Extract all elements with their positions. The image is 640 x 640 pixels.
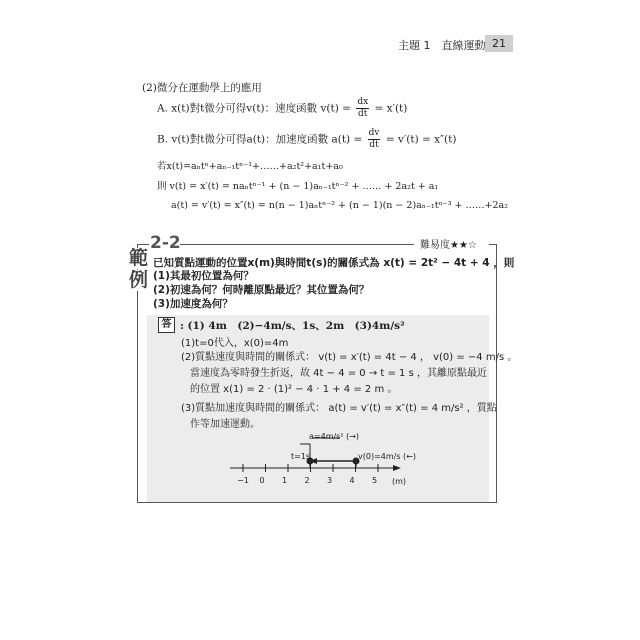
formula-velocity-text: A. x(t)對t微分可得v(t)：速度函數 v(t) = — [157, 102, 351, 115]
answer-badge: 答 — [158, 317, 175, 333]
tick-label: 3 — [327, 476, 333, 485]
page-number: 21 — [485, 35, 513, 52]
answer-summary: : (1) 4m (2)−4m/s、1s、2m (3)4m/s² — [180, 320, 405, 332]
axis-arrowhead — [393, 465, 401, 471]
polynomial-acceleration: a(t) = v′(t) = x″(t) = n(n − 1)aₙtⁿ⁻² + (n − 1)(n − 2)aₙ₋₁tⁿ⁻³ + ……+2a₂ — [171, 200, 508, 211]
box-top-rule — [489, 244, 496, 245]
time-label: t=1s — [291, 452, 311, 461]
axis-unit: (m) — [392, 477, 407, 486]
sub-question: (3)加速度為何？ — [153, 298, 233, 310]
answer-line: 作等加速運動。 — [190, 419, 260, 430]
difficulty-rating: 難易度★★☆ — [420, 240, 477, 251]
acceleration-label: a=4m/s² (→) — [309, 432, 360, 441]
box-top-rule — [137, 244, 149, 245]
fraction-denominator: dt — [369, 140, 379, 150]
example-number: 2-2 — [150, 233, 181, 253]
tick-label: 5 — [372, 476, 378, 485]
polynomial-velocity: 則 v(t) = x′(t) = naₙtⁿ⁻¹ + (n − 1)aₙ₋₁tⁿ⁻² + …… + 2a₂t + a₁ — [157, 181, 439, 192]
fraction-dx-dt — [356, 97, 369, 120]
tick-label: −1 — [237, 476, 249, 485]
answer-line: (2)質點速度與時間的關係式： v(t) = x′(t) = 4t − 4 ， v(0) = −4 m/s 。 — [181, 352, 518, 363]
section-heading: (2)微分在運動學上的應用 — [142, 82, 262, 94]
fraction-numerator: dv — [368, 128, 380, 138]
formula-acceleration-tail: = v′(t) = x″(t) — [385, 133, 457, 146]
tick-label: 0 — [259, 476, 265, 485]
running-header: 主題 1 直線運動 — [398, 39, 486, 52]
sub-question: (1)其最初位置為何？ — [153, 270, 254, 282]
tick-label: 2 — [304, 476, 310, 485]
answer-line: (3)質點加速度與時間的關係式： a(t) = v′(t) = x″(t) = 4 m/s² ，質點 — [181, 403, 497, 414]
sub-question: (2)初速為何？何時離原點最近？其位置為何？ — [153, 284, 370, 296]
answer-line: 當速度為零時發生折返，故 4t − 4 = 0 → t = 1 s ，其離原點最近 — [190, 368, 487, 379]
box-top-rule — [180, 244, 414, 245]
tick-label: 1 — [282, 476, 288, 485]
fraction-denominator: dt — [358, 109, 368, 119]
polynomial-definition: 若x(t)=aₙtⁿ+aₙ₋₁tⁿ⁻¹+……+a₂t²+a₁t+a₀ — [157, 161, 343, 172]
example-side-char: 範 — [129, 247, 149, 269]
answer-line: (1)t=0代入，x(0)=4m — [181, 338, 289, 349]
fraction-numerator: dx — [357, 97, 369, 107]
example-side-char: 例 — [129, 269, 149, 291]
formula-acceleration-text: B. v(t)對t微分可得a(t)：加速度函數 a(t) = — [157, 133, 363, 146]
question-stem: 已知質點運動的位置x(m)與時間t(s)的關係式為 x(t) = 2t² − 4t + 4 ，則 — [153, 257, 515, 269]
formula-acceleration — [157, 128, 456, 151]
velocity-label: v(0)=4m/s (←) — [358, 452, 417, 461]
formula-velocity-tail: = x′(t) — [374, 102, 408, 115]
formula-velocity — [157, 97, 407, 120]
fraction-dv-dt — [368, 128, 381, 151]
answer-line: 的位置 x(1) = 2 · (1)² − 4 · 1 + 4 = 2 m 。 — [190, 384, 398, 395]
tick-label: 4 — [349, 476, 355, 485]
